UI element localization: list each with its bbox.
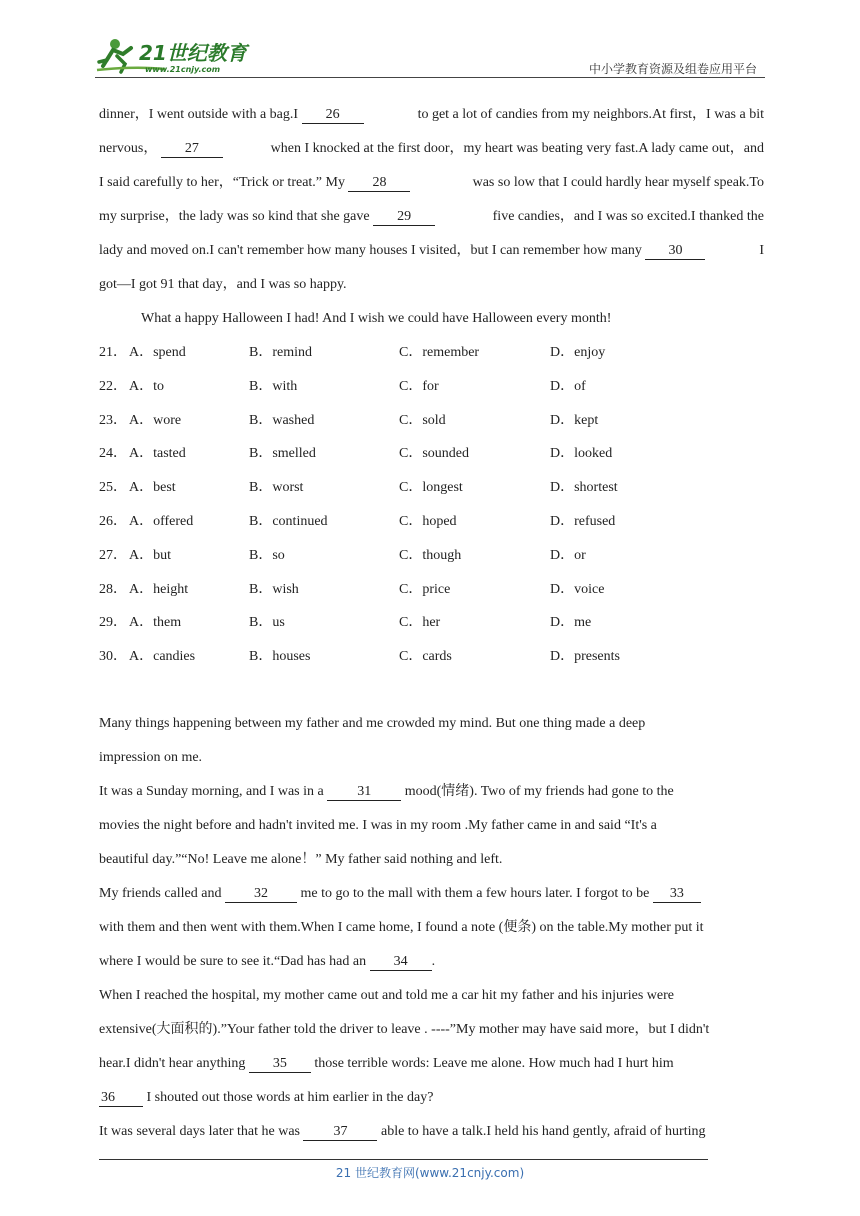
option-b: B．worst [249,480,304,496]
option-c: C．sold [399,412,446,428]
passage2-line-12: 36 I shouted out those words at him earlier in the day? [101,1090,434,1105]
option-b: B．us [249,615,285,631]
question-row [99,640,699,674]
option-d: D．looked [550,446,613,462]
option-d: D．voice [550,581,605,597]
option-d: D．me [550,615,592,631]
passage2-line-11: hear.I didn't hear anything 35 those terrible words: Leave me alone. How much had I hurt him [99,1056,674,1071]
footer-source: 21 世纪教育网(www.21cnjy.com) [335,1166,525,1180]
question-row [99,539,699,573]
passage2-line-4: movies the night before and hadn't invited me. I was in my room .My father came in and said “It's a [99,818,657,833]
footer-divider [99,1159,708,1160]
option-c: C．remember [399,345,480,360]
option-b: B．remind [249,345,312,360]
passage1-line-4: my surprise，the lady was so kind that she gave 29 five candies，and I was so excited.I thanked the [99,209,764,224]
header-divider [95,77,765,78]
passage1-line-7: What a happy Halloween I had! And I wish we could have Halloween every month! [141,311,612,326]
blank-36: 36 [99,1090,143,1107]
blank-37: 37 [303,1124,377,1141]
passage1-line-1: dinner，I went outside with a bag.I 26 to get a lot of candies from my neighbors.At first，I was a bit [99,107,764,122]
passage2-line-5: beautiful day.”“No! Leave me alone！” My father said nothing and left. [99,852,503,867]
passage2-line-13: It was several days later that he was 37 able to have a talk.I held his hand gently, afraid of hurting [99,1124,706,1139]
question-number: 27． [99,547,127,563]
passage1-line-6: got—I got 91 that day，and I was so happy. [99,277,347,292]
blank-27: 27 [161,141,223,158]
question-number: 28． [99,581,127,597]
passage1-line-2: nervous， 27 when I knocked at the first door，my heart was beating very fast.A lady came out，and [99,141,764,156]
question-row [99,606,699,640]
question-number: 25． [99,480,127,496]
option-a: A．but [129,547,171,563]
passage1-line-3: I said carefully to her，“Trick or treat.” My 28 was so low that I could hardly hear myself speak.To [99,175,764,190]
question-row [99,505,699,539]
option-a: A．candies [129,649,196,665]
option-a: A．spend [129,345,186,360]
21cnjy-logo [95,36,265,76]
question-number: 21． [99,345,127,360]
option-c: C．though [399,547,462,563]
logo-url: www.21cnjy.com [145,65,221,74]
option-c: C．sounded [399,446,469,462]
page-header [95,32,765,78]
blank-29: 29 [373,209,435,226]
option-a: A．wore [129,412,182,428]
passage2-line-10: extensive(大面积的).”Your father told the driver to leave . ----”My mother may have said more，but I didn't [99,1022,710,1037]
blank-31: 31 [327,784,401,801]
option-b: B．washed [249,412,315,428]
platform-title: 中小学教育资源及组卷应用平台 [588,62,757,76]
blank-26: 26 [302,107,364,124]
passage2-line-3: It was a Sunday morning, and I was in a 31 mood(情绪). Two of my friends had gone to the [99,784,674,799]
option-b: B．so [249,547,285,563]
option-d: D．enjoy [550,345,606,360]
question-row [99,404,699,438]
blank-33: 33 [653,886,701,903]
option-b: B．wish [249,581,299,597]
question-row [99,471,699,505]
option-c: C．longest [399,480,463,496]
blank-30: 30 [645,243,705,260]
question-number: 22． [99,378,127,394]
passage2-line-1: Many things happening between my father and me crowded my mind. But one thing made a deep [99,716,646,731]
question-number: 30． [99,649,127,665]
passage2-line-2: impression on me. [99,750,203,765]
option-d: D．kept [550,412,599,428]
option-a: A．height [129,581,189,597]
blank-34: 34 [370,954,432,971]
option-b: B．smelled [249,446,316,462]
passage2-line-8: where I would be sure to see it.“Dad has had an 34 . [99,954,436,969]
option-b: B．with [249,378,298,394]
option-b: B．continued [249,514,328,529]
option-d: D．shortest [550,480,618,496]
question-row [99,437,699,471]
blank-32: 32 [225,886,297,903]
question-number: 26． [99,514,127,529]
question-number: 29． [99,615,127,631]
logo-text: 21世纪教育 [139,41,247,65]
option-a: A．to [129,378,164,394]
option-d: D．or [550,547,586,563]
option-c: C．cards [399,649,452,665]
option-c: C．her [399,615,441,631]
option-d: D．presents [550,649,620,665]
option-b: B．houses [249,649,311,665]
option-d: D．of [550,378,586,394]
option-c: C．hoped [399,514,457,529]
option-a: A．best [129,480,176,496]
passage1-line-5: lady and moved on.I can't remember how many houses I visited，but I can remember how many 30 I [99,243,764,258]
question-number: 24． [99,446,127,462]
question-row [99,573,699,607]
option-d: D．refused [550,514,616,529]
passage2-line-9: When I reached the hospital, my mother came out and told me a car hit my father and his injuries were [99,988,674,1003]
option-c: C．price [399,581,451,597]
option-a: A．them [129,615,182,631]
option-a: A．tasted [129,446,186,462]
question-number: 23． [99,412,127,428]
option-c: C．for [399,378,439,394]
question-row [99,336,699,370]
blank-35: 35 [249,1056,311,1073]
passage2-line-7: with them and then went with them.When I came home, I found a note (便条) on the table.My mother put it [99,920,704,935]
question-row [99,370,699,404]
blank-28: 28 [348,175,410,192]
passage2-line-6: My friends called and 32 me to go to the mall with them a few hours later. I forgot to be 33 [99,877,764,911]
option-a: A．offered [129,514,194,529]
